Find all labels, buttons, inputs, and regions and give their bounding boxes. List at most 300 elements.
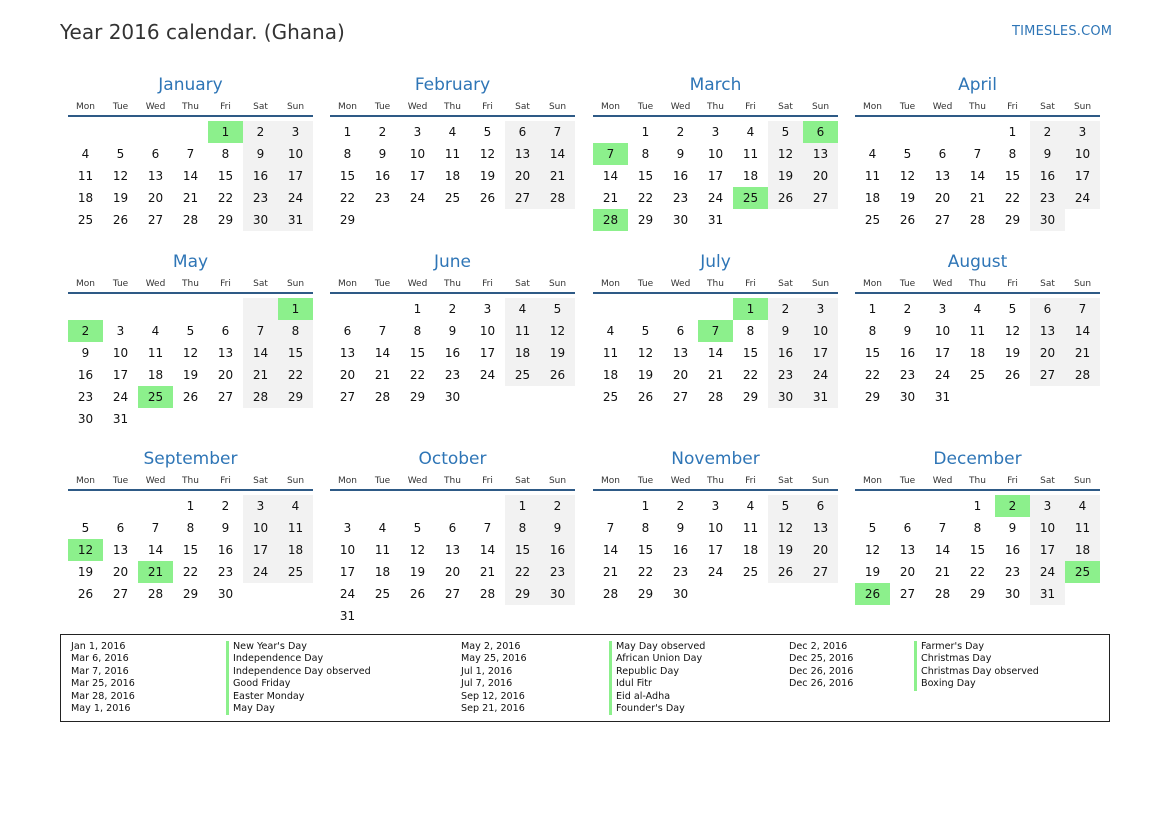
day-cell[interactable]: 2: [903, 302, 912, 316]
day-cell[interactable]: 17: [339, 565, 356, 579]
day-cell[interactable]: 16: [243, 165, 278, 187]
day-cell[interactable]: 19: [899, 191, 916, 205]
day-cell[interactable]: 4: [868, 147, 877, 161]
day-cell[interactable]: 6: [448, 521, 457, 535]
day-cell[interactable]: 26: [182, 390, 199, 404]
day-cell[interactable]: 11: [1065, 517, 1100, 539]
day-cell[interactable]: 6: [116, 521, 125, 535]
day-cell[interactable]: 25: [864, 213, 881, 227]
day-cell[interactable]: 7: [243, 320, 278, 342]
day-cell[interactable]: 25: [374, 587, 391, 601]
day-cell[interactable]: 16: [899, 346, 916, 360]
day-cell[interactable]: 19: [864, 565, 881, 579]
day-cell[interactable]: 7: [938, 521, 947, 535]
day-cell[interactable]: 15: [637, 169, 654, 183]
day-cell[interactable]: 6: [151, 147, 160, 161]
day-cell[interactable]: 14: [969, 169, 986, 183]
holiday-day-cell[interactable]: 28: [593, 209, 628, 231]
day-cell[interactable]: 3: [1030, 495, 1065, 517]
day-cell[interactable]: 6: [343, 324, 352, 338]
holiday-day-cell[interactable]: 7: [593, 143, 628, 165]
day-cell[interactable]: 15: [1004, 169, 1021, 183]
day-cell[interactable]: 14: [934, 543, 951, 557]
day-cell[interactable]: 9: [676, 147, 685, 161]
day-cell[interactable]: 1: [186, 499, 195, 513]
day-cell[interactable]: 9: [903, 324, 912, 338]
day-cell[interactable]: 18: [602, 368, 619, 382]
day-cell[interactable]: 9: [676, 521, 685, 535]
day-cell[interactable]: 21: [707, 368, 724, 382]
day-cell[interactable]: 21: [602, 191, 619, 205]
day-cell[interactable]: 31: [278, 209, 313, 231]
day-cell[interactable]: 19: [768, 539, 803, 561]
day-cell[interactable]: 4: [505, 298, 540, 320]
day-cell[interactable]: 11: [742, 147, 759, 161]
day-cell[interactable]: 16: [672, 543, 689, 557]
day-cell[interactable]: 24: [409, 191, 426, 205]
day-cell[interactable]: 20: [505, 165, 540, 187]
day-cell[interactable]: 19: [540, 342, 575, 364]
day-cell[interactable]: 26: [409, 587, 426, 601]
holiday-day-cell[interactable]: 25: [1065, 561, 1100, 583]
day-cell[interactable]: 17: [934, 346, 951, 360]
day-cell[interactable]: 8: [746, 324, 755, 338]
day-cell[interactable]: 30: [1004, 587, 1021, 601]
day-cell[interactable]: 22: [505, 561, 540, 583]
day-cell[interactable]: 25: [969, 368, 986, 382]
day-cell[interactable]: 6: [903, 521, 912, 535]
day-cell[interactable]: 5: [186, 324, 195, 338]
day-cell[interactable]: 4: [378, 521, 387, 535]
day-cell[interactable]: 10: [934, 324, 951, 338]
day-cell[interactable]: 22: [278, 364, 313, 386]
day-cell[interactable]: 9: [540, 517, 575, 539]
day-cell[interactable]: 21: [934, 565, 951, 579]
day-cell[interactable]: 8: [973, 521, 982, 535]
day-cell[interactable]: 25: [77, 213, 94, 227]
day-cell[interactable]: 26: [637, 390, 654, 404]
day-cell[interactable]: 26: [479, 191, 496, 205]
day-cell[interactable]: 4: [606, 324, 615, 338]
day-cell[interactable]: 24: [803, 364, 838, 386]
holiday-day-cell[interactable]: 25: [138, 386, 173, 408]
holiday-day-cell[interactable]: 2: [68, 320, 103, 342]
day-cell[interactable]: 23: [672, 191, 689, 205]
day-cell[interactable]: 5: [903, 147, 912, 161]
day-cell[interactable]: 4: [746, 499, 755, 513]
holiday-day-cell[interactable]: 1: [208, 121, 243, 143]
day-cell[interactable]: 8: [1008, 147, 1017, 161]
day-cell[interactable]: 5: [768, 121, 803, 143]
day-cell[interactable]: 27: [112, 587, 129, 601]
day-cell[interactable]: 17: [707, 543, 724, 557]
day-cell[interactable]: 11: [444, 147, 461, 161]
day-cell[interactable]: 20: [147, 191, 164, 205]
day-cell[interactable]: 10: [1030, 517, 1065, 539]
day-cell[interactable]: 6: [221, 324, 230, 338]
day-cell[interactable]: 12: [540, 320, 575, 342]
day-cell[interactable]: 21: [243, 364, 278, 386]
day-cell[interactable]: 18: [742, 169, 759, 183]
day-cell[interactable]: 27: [934, 213, 951, 227]
day-cell[interactable]: 16: [217, 543, 234, 557]
day-cell[interactable]: 18: [1065, 539, 1100, 561]
day-cell[interactable]: 7: [606, 521, 615, 535]
day-cell[interactable]: 3: [413, 125, 422, 139]
day-cell[interactable]: 1: [868, 302, 877, 316]
day-cell[interactable]: 23: [672, 565, 689, 579]
day-cell[interactable]: 25: [602, 390, 619, 404]
day-cell[interactable]: 1: [641, 125, 650, 139]
day-cell[interactable]: 10: [112, 346, 129, 360]
day-cell[interactable]: 28: [707, 390, 724, 404]
day-cell[interactable]: 30: [444, 390, 461, 404]
day-cell[interactable]: 8: [641, 147, 650, 161]
day-cell[interactable]: 23: [444, 368, 461, 382]
day-cell[interactable]: 19: [1004, 346, 1021, 360]
day-cell[interactable]: 15: [637, 543, 654, 557]
day-cell[interactable]: 22: [217, 191, 234, 205]
day-cell[interactable]: 25: [278, 561, 313, 583]
day-cell[interactable]: 4: [81, 147, 90, 161]
day-cell[interactable]: 28: [1065, 364, 1100, 386]
day-cell[interactable]: 3: [483, 302, 492, 316]
day-cell[interactable]: 23: [217, 565, 234, 579]
day-cell[interactable]: 4: [448, 125, 457, 139]
day-cell[interactable]: 29: [182, 587, 199, 601]
day-cell[interactable]: 17: [479, 346, 496, 360]
day-cell[interactable]: 7: [483, 521, 492, 535]
day-cell[interactable]: 11: [147, 346, 164, 360]
day-cell[interactable]: 30: [768, 386, 803, 408]
day-cell[interactable]: 17: [803, 342, 838, 364]
day-cell[interactable]: 26: [768, 561, 803, 583]
day-cell[interactable]: 11: [742, 521, 759, 535]
day-cell[interactable]: 20: [112, 565, 129, 579]
day-cell[interactable]: 20: [803, 165, 838, 187]
day-cell[interactable]: 7: [378, 324, 387, 338]
day-cell[interactable]: 2: [448, 302, 457, 316]
day-cell[interactable]: 9: [768, 320, 803, 342]
day-cell[interactable]: 15: [505, 539, 540, 561]
day-cell[interactable]: 13: [217, 346, 234, 360]
day-cell[interactable]: 28: [934, 587, 951, 601]
day-cell[interactable]: 11: [278, 517, 313, 539]
day-cell[interactable]: 12: [768, 143, 803, 165]
day-cell[interactable]: 6: [803, 495, 838, 517]
day-cell[interactable]: 3: [243, 495, 278, 517]
day-cell[interactable]: 16: [1030, 165, 1065, 187]
day-cell[interactable]: 1: [343, 125, 352, 139]
day-cell[interactable]: 28: [479, 587, 496, 601]
day-cell[interactable]: 2: [676, 125, 685, 139]
day-cell[interactable]: 13: [803, 517, 838, 539]
day-cell[interactable]: 20: [1030, 342, 1065, 364]
day-cell[interactable]: 9: [378, 147, 387, 161]
day-cell[interactable]: 4: [746, 125, 755, 139]
day-cell[interactable]: 16: [444, 346, 461, 360]
day-cell[interactable]: 13: [803, 143, 838, 165]
day-cell[interactable]: 14: [602, 543, 619, 557]
day-cell[interactable]: 12: [899, 169, 916, 183]
day-cell[interactable]: 18: [278, 539, 313, 561]
day-cell[interactable]: 28: [969, 213, 986, 227]
day-cell[interactable]: 26: [540, 364, 575, 386]
day-cell[interactable]: 16: [672, 169, 689, 183]
day-cell[interactable]: 28: [374, 390, 391, 404]
day-cell[interactable]: 27: [1030, 364, 1065, 386]
day-cell[interactable]: 30: [77, 412, 94, 426]
day-cell[interactable]: 24: [112, 390, 129, 404]
day-cell[interactable]: 31: [112, 412, 129, 426]
day-cell[interactable]: 18: [374, 565, 391, 579]
day-cell[interactable]: 25: [742, 565, 759, 579]
holiday-day-cell[interactable]: 1: [733, 298, 768, 320]
day-cell[interactable]: 24: [278, 187, 313, 209]
day-cell[interactable]: 7: [973, 147, 982, 161]
day-cell[interactable]: 5: [641, 324, 650, 338]
day-cell[interactable]: 19: [479, 169, 496, 183]
day-cell[interactable]: 19: [637, 368, 654, 382]
day-cell[interactable]: 4: [973, 302, 982, 316]
day-cell[interactable]: 6: [505, 121, 540, 143]
day-cell[interactable]: 17: [278, 165, 313, 187]
day-cell[interactable]: 29: [1004, 213, 1021, 227]
day-cell[interactable]: 9: [243, 143, 278, 165]
day-cell[interactable]: 23: [899, 368, 916, 382]
day-cell[interactable]: 19: [768, 165, 803, 187]
day-cell[interactable]: 15: [969, 543, 986, 557]
day-cell[interactable]: 27: [803, 187, 838, 209]
day-cell[interactable]: 20: [444, 565, 461, 579]
day-cell[interactable]: 1: [973, 499, 982, 513]
day-cell[interactable]: 13: [444, 543, 461, 557]
day-cell[interactable]: 24: [934, 368, 951, 382]
day-cell[interactable]: 1: [641, 499, 650, 513]
day-cell[interactable]: 12: [637, 346, 654, 360]
day-cell[interactable]: 23: [374, 191, 391, 205]
day-cell[interactable]: 26: [768, 187, 803, 209]
day-cell[interactable]: 27: [339, 390, 356, 404]
day-cell[interactable]: 22: [637, 565, 654, 579]
day-cell[interactable]: 2: [221, 499, 230, 513]
day-cell[interactable]: 27: [672, 390, 689, 404]
day-cell[interactable]: 30: [1030, 209, 1065, 231]
day-cell[interactable]: 6: [676, 324, 685, 338]
day-cell[interactable]: 2: [378, 125, 387, 139]
day-cell[interactable]: 1: [413, 302, 422, 316]
day-cell[interactable]: 8: [868, 324, 877, 338]
day-cell[interactable]: 8: [505, 517, 540, 539]
day-cell[interactable]: 24: [707, 191, 724, 205]
day-cell[interactable]: 12: [112, 169, 129, 183]
day-cell[interactable]: 31: [1030, 583, 1065, 605]
holiday-day-cell[interactable]: 26: [855, 583, 890, 605]
day-cell[interactable]: 27: [444, 587, 461, 601]
day-cell[interactable]: 18: [147, 368, 164, 382]
day-cell[interactable]: 5: [1008, 302, 1017, 316]
day-cell[interactable]: 15: [217, 169, 234, 183]
day-cell[interactable]: 29: [969, 587, 986, 601]
day-cell[interactable]: 8: [641, 521, 650, 535]
day-cell[interactable]: 5: [116, 147, 125, 161]
day-cell[interactable]: 14: [540, 143, 575, 165]
day-cell[interactable]: 7: [151, 521, 160, 535]
day-cell[interactable]: 10: [707, 521, 724, 535]
day-cell[interactable]: 2: [1030, 121, 1065, 143]
day-cell[interactable]: 27: [803, 561, 838, 583]
day-cell[interactable]: 27: [147, 213, 164, 227]
holiday-day-cell[interactable]: 7: [698, 320, 733, 342]
day-cell[interactable]: 5: [868, 521, 877, 535]
day-cell[interactable]: 18: [969, 346, 986, 360]
day-cell[interactable]: 6: [1030, 298, 1065, 320]
day-cell[interactable]: 13: [112, 543, 129, 557]
day-cell[interactable]: 24: [479, 368, 496, 382]
day-cell[interactable]: 14: [182, 169, 199, 183]
holiday-day-cell[interactable]: 21: [138, 561, 173, 583]
day-cell[interactable]: 28: [602, 587, 619, 601]
day-cell[interactable]: 25: [505, 364, 540, 386]
day-cell[interactable]: 15: [182, 543, 199, 557]
day-cell[interactable]: 19: [182, 368, 199, 382]
day-cell[interactable]: 20: [339, 368, 356, 382]
day-cell[interactable]: 2: [676, 499, 685, 513]
day-cell[interactable]: 21: [602, 565, 619, 579]
day-cell[interactable]: 15: [742, 346, 759, 360]
day-cell[interactable]: 29: [505, 583, 540, 605]
day-cell[interactable]: 6: [938, 147, 947, 161]
day-cell[interactable]: 31: [707, 213, 724, 227]
day-cell[interactable]: 8: [278, 320, 313, 342]
brand-link[interactable]: TIMESLES.COM: [1012, 24, 1113, 39]
day-cell[interactable]: 3: [711, 499, 720, 513]
day-cell[interactable]: 11: [969, 324, 986, 338]
day-cell[interactable]: 26: [77, 587, 94, 601]
day-cell[interactable]: 14: [479, 543, 496, 557]
day-cell[interactable]: 23: [768, 364, 803, 386]
day-cell[interactable]: 29: [864, 390, 881, 404]
day-cell[interactable]: 13: [899, 543, 916, 557]
day-cell[interactable]: 18: [77, 191, 94, 205]
day-cell[interactable]: 9: [1030, 143, 1065, 165]
holiday-day-cell[interactable]: 25: [733, 187, 768, 209]
day-cell[interactable]: 24: [1065, 187, 1100, 209]
day-cell[interactable]: 20: [672, 368, 689, 382]
day-cell[interactable]: 27: [505, 187, 540, 209]
day-cell[interactable]: 11: [77, 169, 94, 183]
day-cell[interactable]: 4: [1065, 495, 1100, 517]
day-cell[interactable]: 20: [803, 539, 838, 561]
day-cell[interactable]: 29: [339, 213, 356, 227]
day-cell[interactable]: 14: [243, 342, 278, 364]
day-cell[interactable]: 21: [540, 165, 575, 187]
day-cell[interactable]: 22: [1004, 191, 1021, 205]
day-cell[interactable]: 3: [116, 324, 125, 338]
day-cell[interactable]: 10: [278, 143, 313, 165]
day-cell[interactable]: 8: [186, 521, 195, 535]
day-cell[interactable]: 3: [1065, 121, 1100, 143]
holiday-day-cell[interactable]: 12: [68, 539, 103, 561]
day-cell[interactable]: 12: [1004, 324, 1021, 338]
day-cell[interactable]: 16: [374, 169, 391, 183]
day-cell[interactable]: 10: [707, 147, 724, 161]
day-cell[interactable]: 3: [278, 121, 313, 143]
day-cell[interactable]: 23: [540, 561, 575, 583]
day-cell[interactable]: 20: [934, 191, 951, 205]
day-cell[interactable]: 7: [540, 121, 575, 143]
day-cell[interactable]: 13: [505, 143, 540, 165]
day-cell[interactable]: 14: [1065, 320, 1100, 342]
day-cell[interactable]: 10: [243, 517, 278, 539]
day-cell[interactable]: 5: [413, 521, 422, 535]
day-cell[interactable]: 31: [339, 609, 356, 623]
day-cell[interactable]: 30: [217, 587, 234, 601]
day-cell[interactable]: 11: [602, 346, 619, 360]
day-cell[interactable]: 10: [409, 147, 426, 161]
day-cell[interactable]: 22: [742, 368, 759, 382]
day-cell[interactable]: 8: [413, 324, 422, 338]
day-cell[interactable]: 30: [243, 209, 278, 231]
day-cell[interactable]: 28: [147, 587, 164, 601]
day-cell[interactable]: 1: [1008, 125, 1017, 139]
holiday-day-cell[interactable]: 1: [278, 298, 313, 320]
day-cell[interactable]: 5: [483, 125, 492, 139]
day-cell[interactable]: 29: [409, 390, 426, 404]
day-cell[interactable]: 5: [768, 495, 803, 517]
day-cell[interactable]: 17: [112, 368, 129, 382]
day-cell[interactable]: 10: [803, 320, 838, 342]
day-cell[interactable]: 13: [1030, 320, 1065, 342]
day-cell[interactable]: 14: [374, 346, 391, 360]
day-cell[interactable]: 11: [864, 169, 881, 183]
day-cell[interactable]: 31: [934, 390, 951, 404]
day-cell[interactable]: 13: [934, 169, 951, 183]
day-cell[interactable]: 13: [339, 346, 356, 360]
day-cell[interactable]: 16: [77, 368, 94, 382]
day-cell[interactable]: 22: [969, 565, 986, 579]
day-cell[interactable]: 23: [1004, 565, 1021, 579]
day-cell[interactable]: 23: [243, 187, 278, 209]
day-cell[interactable]: 11: [505, 320, 540, 342]
day-cell[interactable]: 13: [672, 346, 689, 360]
day-cell[interactable]: 10: [1065, 143, 1100, 165]
day-cell[interactable]: 12: [182, 346, 199, 360]
day-cell[interactable]: 25: [444, 191, 461, 205]
day-cell[interactable]: 15: [409, 346, 426, 360]
day-cell[interactable]: 18: [444, 169, 461, 183]
day-cell[interactable]: 15: [278, 342, 313, 364]
day-cell[interactable]: 24: [707, 565, 724, 579]
day-cell[interactable]: 30: [540, 583, 575, 605]
day-cell[interactable]: 15: [339, 169, 356, 183]
day-cell[interactable]: 8: [343, 147, 352, 161]
day-cell[interactable]: 9: [448, 324, 457, 338]
day-cell[interactable]: 3: [343, 521, 352, 535]
day-cell[interactable]: 22: [182, 565, 199, 579]
day-cell[interactable]: 12: [479, 147, 496, 161]
day-cell[interactable]: 11: [374, 543, 391, 557]
day-cell[interactable]: 17: [1030, 539, 1065, 561]
day-cell[interactable]: 21: [374, 368, 391, 382]
day-cell[interactable]: 26: [899, 213, 916, 227]
day-cell[interactable]: 1: [505, 495, 540, 517]
day-cell[interactable]: 31: [803, 386, 838, 408]
day-cell[interactable]: 21: [182, 191, 199, 205]
day-cell[interactable]: 18: [864, 191, 881, 205]
day-cell[interactable]: 21: [969, 191, 986, 205]
day-cell[interactable]: 16: [1004, 543, 1021, 557]
